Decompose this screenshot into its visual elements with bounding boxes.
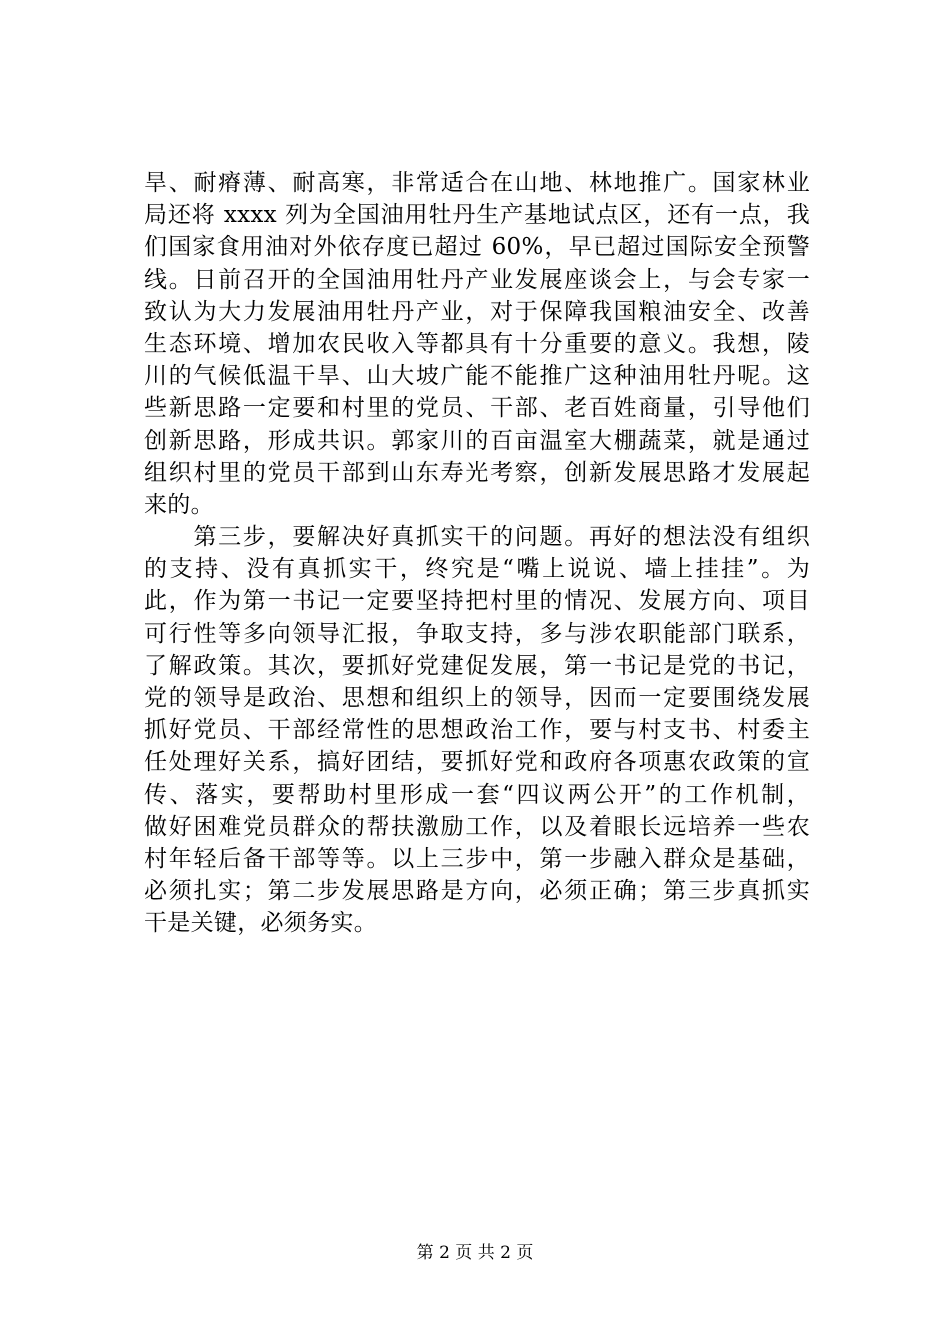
text-line: 旱、耐瘠薄、耐高寒，非常适合在山地、林地推广。国家林业 — [144, 170, 810, 196]
page-footer — [0, 1241, 950, 1265]
paragraph-2 — [144, 521, 810, 939]
text-line: 线。日前召开的全国油用牡丹产业发展座谈会上，与会专家一 — [144, 266, 810, 293]
text-line: 们国家食用油对外依存度已超过 60%，早已超过国际安全预警 — [144, 234, 810, 261]
text-line: 村年轻后备干部等等。以上三步中，第一步融入群众是基础， — [144, 845, 810, 872]
text-line: 做好困难党员群众的帮扶激励工作，以及着眼长远培养一些农 — [144, 813, 810, 840]
text-line: 任处理好关系，搞好团结，要抓好党和政府各项惠农政策的宣 — [144, 749, 810, 776]
text-line: 了解政策。其次，要抓好党建促发展，第一书记是党的书记， — [144, 652, 810, 679]
document-body — [144, 167, 810, 940]
paragraph-1 — [144, 167, 810, 521]
text-line: 些新思路一定要和村里的党员、干部、老百姓商量，引导他们 — [144, 395, 810, 422]
text-line: 局还将 xxxx 列为全国油用牡丹生产基地试点区，还有一点，我 — [144, 202, 810, 229]
text-line: 第三步，要解决好真抓实干的问题。再好的想法没有组织 — [144, 524, 810, 551]
text-line: 来的。 — [144, 491, 214, 518]
text-line: 传、落实，要帮助村里形成一套“四议两公开”的工作机制， — [144, 781, 810, 808]
text-line: 干是关键，必须务实。 — [144, 910, 377, 937]
page-indicator: 第 2 页 共 2 页 — [416, 1243, 534, 1263]
text-line: 此，作为第一书记一定要坚持把村里的情况、发展方向、项目 — [144, 588, 810, 615]
text-line: 创新思路，形成共识。郭家川的百亩温室大棚蔬菜，就是通过 — [144, 427, 810, 454]
text-line: 的支持、没有真抓实干，终究是“嘴上说说、墙上挂挂”。为 — [144, 556, 810, 583]
text-line: 必须扎实；第二步发展思路是方向，必须正确；第三步真抓实 — [144, 878, 810, 905]
text-line: 党的领导是政治、思想和组织上的领导，因而一定要围绕发展 — [144, 685, 810, 711]
text-line: 抓好党员、干部经常性的思想政治工作，要与村支书、村委主 — [144, 717, 810, 744]
text-line: 组织村里的党员干部到山东寿光考察，创新发展思路才发展起 — [144, 459, 810, 486]
text-line: 可行性等多向领导汇报，争取支持，多与涉农职能部门联系， — [144, 620, 810, 647]
text-line: 致认为大力发展油用牡丹产业，对于保障我国粮油安全、改善 — [144, 298, 810, 325]
text-line: 生态环境、增加农民收入等都具有十分重要的意义。我想，陵 — [144, 330, 810, 357]
text-line: 川的气候低温干旱、山大坡广能不能推广这种油用牡丹呢。这 — [144, 363, 810, 390]
